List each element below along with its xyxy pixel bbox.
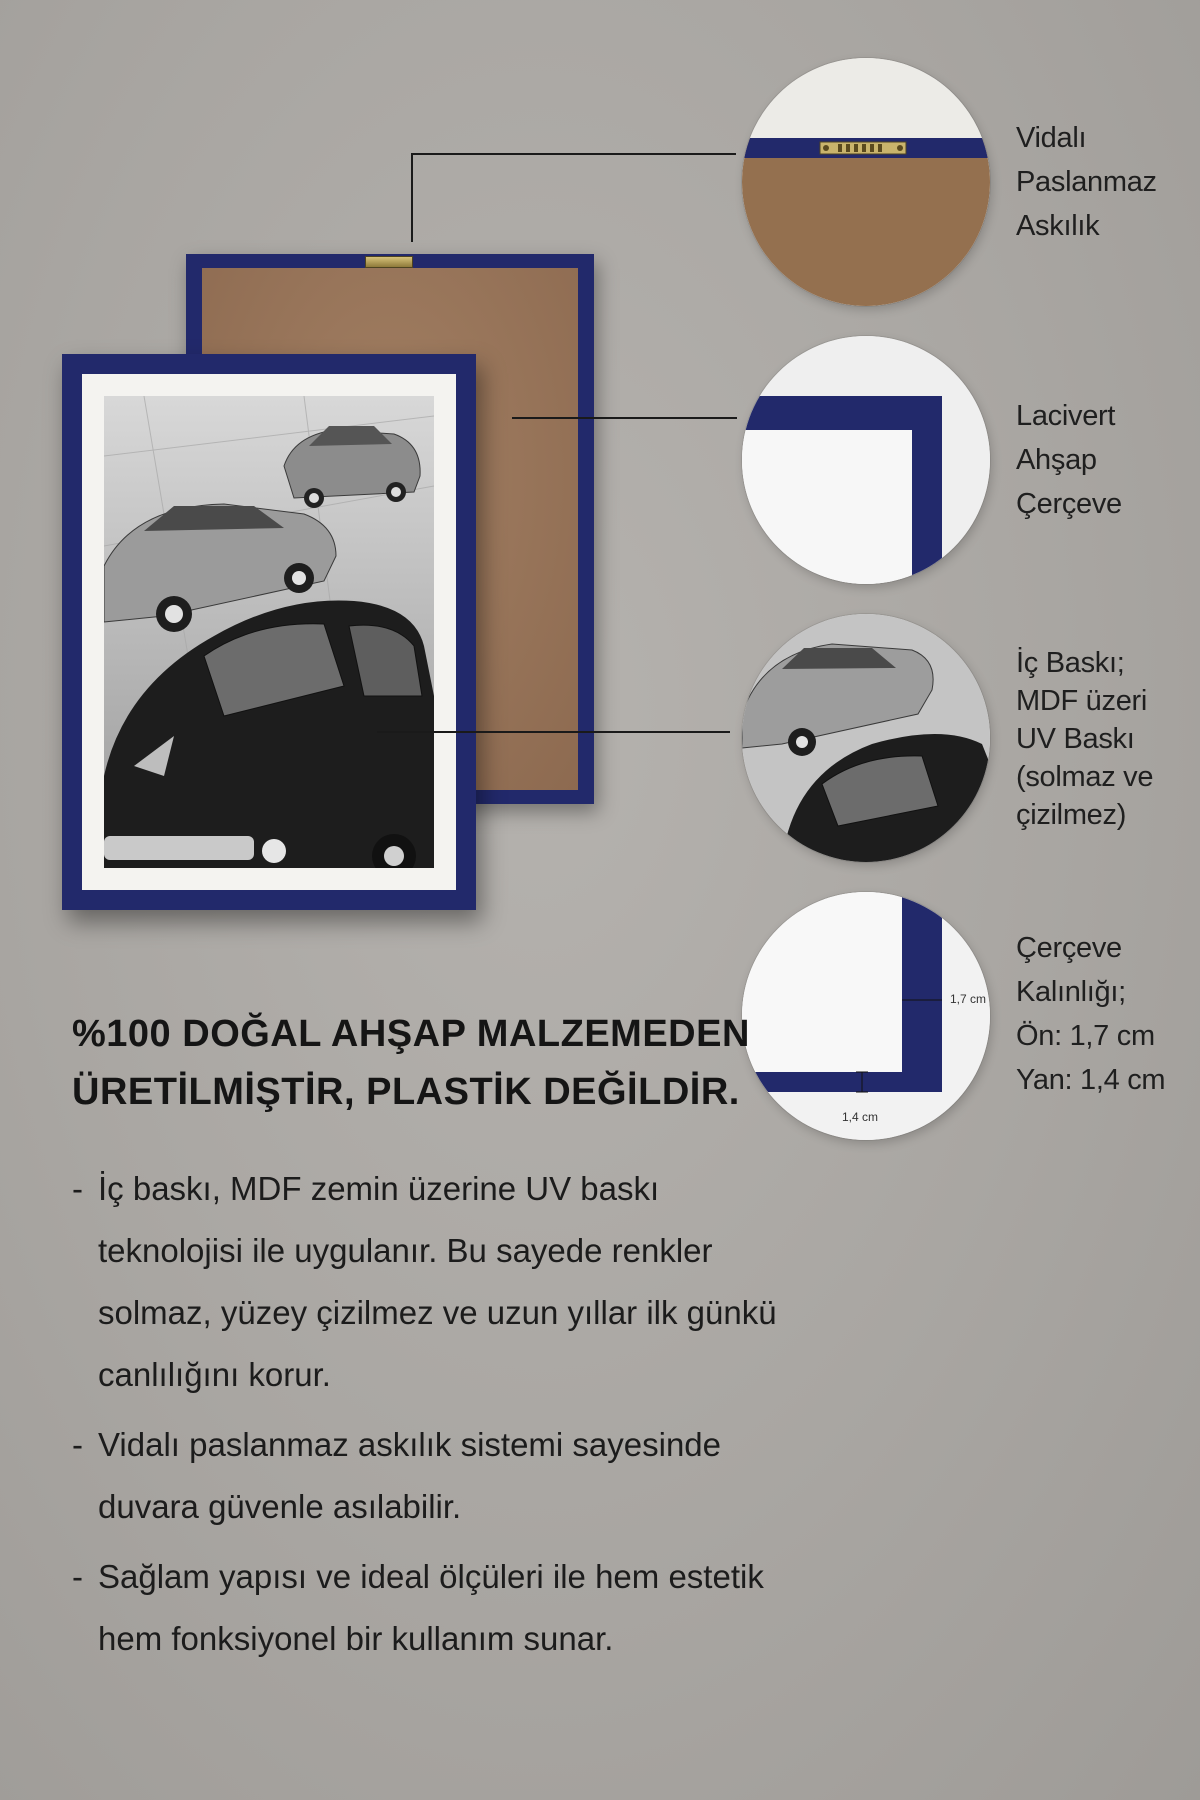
bullet-text: Sağlam yapısı ve ideal ölçüleri ile hem estetik hem fonksiyonel bir kullanım sunar. (98, 1558, 764, 1657)
feature-label-line: Askılık (1016, 210, 1100, 242)
feature-label-line: Lacivert (1016, 400, 1116, 432)
list-item (72, 1158, 792, 1406)
headline (72, 1005, 772, 1121)
feature-label-line: Paslanmaz (1016, 166, 1157, 198)
bullet-dash: - (72, 1426, 83, 1463)
cars-illustration (104, 396, 434, 868)
dimension-side-label: 1,4 cm (842, 1110, 879, 1124)
feature-label-line: Çerçeve (1016, 932, 1122, 964)
vintage-cars-photo (104, 396, 434, 868)
feature-label-thickness (1016, 926, 1196, 1102)
feature-label-line: İç Baskı; (1016, 647, 1125, 679)
leader-line-frame (512, 417, 737, 419)
bullet-text: Vidalı paslanmaz askılık sistemi sayesinde duvara güvenle asılabilir. (98, 1426, 722, 1525)
detail-circle-thickness (742, 892, 990, 1140)
detail-circle-hanger (742, 58, 990, 306)
headline-line-1: %100 DOĞAL AHŞAP MALZEMEDEN (72, 1013, 750, 1055)
feature-label-hanger (1016, 116, 1196, 248)
detail-circle-frame (742, 336, 990, 584)
list-item (72, 1414, 792, 1538)
leader-line-hanger-vertical (411, 154, 413, 242)
feature-label-line: Ön: 1,7 cm (1016, 1020, 1155, 1052)
feature-label-print (1016, 644, 1196, 834)
feature-label-line: Ahşap (1016, 444, 1097, 476)
hanger-bracket-icon (365, 256, 413, 268)
bullet-dash: - (72, 1558, 83, 1595)
feature-label-line: UV Baskı (1016, 723, 1135, 755)
feature-label-frame (1016, 394, 1196, 526)
headline-line-2: ÜRETİLMİŞTİR, PLASTİK DEĞİLDİR. (72, 1071, 740, 1113)
bullet-text: İç baskı, MDF zemin üzerine UV baskı teknolojisi ile uygulanır. Bu sayede renkler solmaz, yüzey çizilmez ve uzun yıllar ilk günkü canlılığını korur. (98, 1170, 777, 1393)
detail-circle-print (742, 614, 990, 862)
list-item (72, 1546, 792, 1670)
feature-label-line: Yan: 1,4 cm (1016, 1064, 1166, 1096)
feature-bullet-list (72, 1158, 792, 1678)
feature-label-line: Çerçeve (1016, 488, 1122, 520)
dimension-front-label: 1,7 cm (950, 992, 987, 1006)
feature-label-line: MDF üzeri (1016, 685, 1148, 717)
leader-line-hanger-horizontal (411, 153, 736, 155)
leader-line-print (377, 731, 730, 733)
front-frame-view (62, 354, 476, 910)
feature-label-line: Vidalı (1016, 122, 1087, 154)
feature-label-line: Kalınlığı; (1016, 976, 1126, 1008)
bullet-dash: - (72, 1170, 83, 1207)
feature-label-line: (solmaz ve (1016, 761, 1154, 793)
feature-label-line: çizilmez) (1016, 799, 1127, 831)
